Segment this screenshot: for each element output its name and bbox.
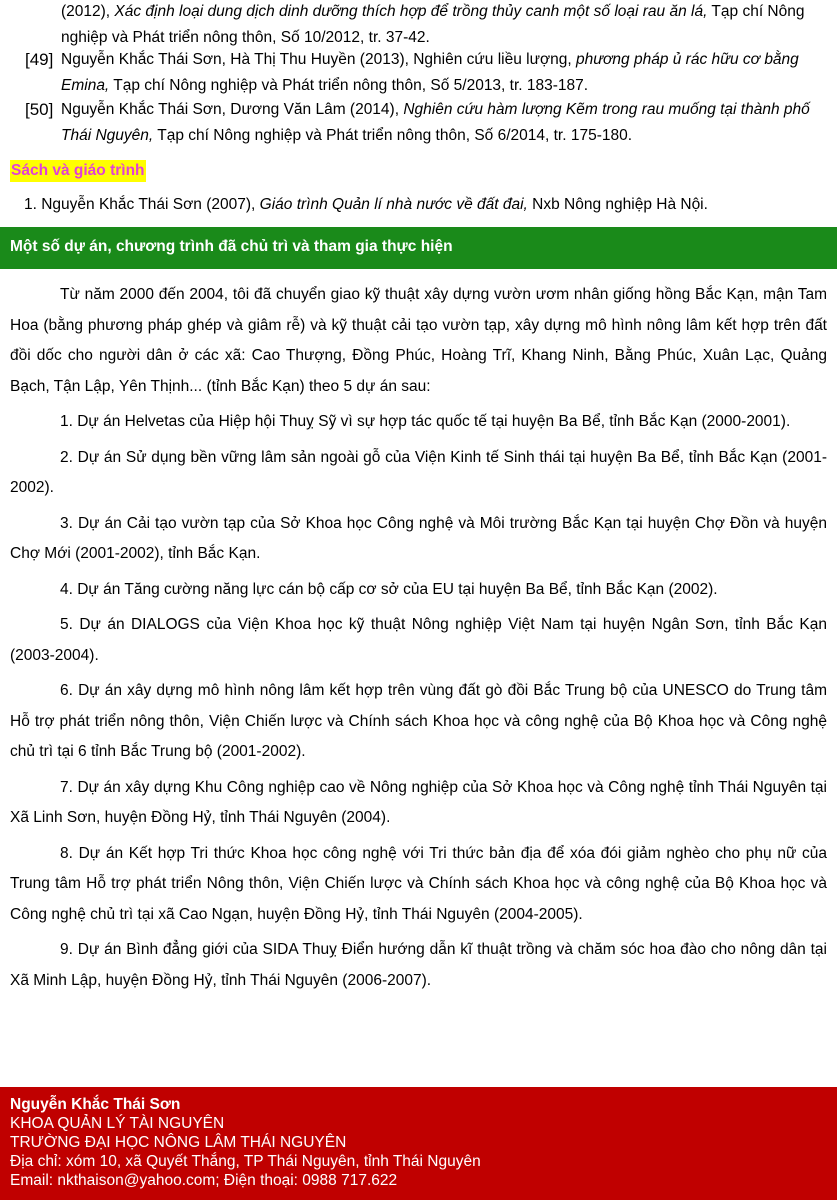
- intro-paragraph: Từ năm 2000 đến 2004, tôi đã chuyển giao kỹ thuật xây dựng vườn ươm nhân giống hồng Bắc Kạn, mận Tam Hoa (bằng phương pháp ghép và giâm rễ) và kỹ thuật cải tạo vườn tạp, xây dựng mô hình nông lâm kết hợp trên đất đồi dốc cho người dân ở các xã: Cao Thượng, Đồng Phúc, Hoàng Trĩ, Khang Ninh, Bằng Phúc, Xuân Lạc, Quảng Bạch, Tận Lập, Yên Thịnh... (tỉnh Bắc Kạn) theo 5 dự án sau:: [10, 286, 827, 395]
- book-title: Giáo trình Quản lí nhà nước về đất đai,: [259, 196, 528, 213]
- book-item: [24, 192, 824, 218]
- ref-text: Tạp chí Nông nghiệp và Phát triển nông thôn, Số 5/2013, tr. 183-187.: [109, 77, 589, 94]
- ref-title: phương pháp ủ rác hữu cơ bằng Emina,: [61, 51, 799, 94]
- reference-50: [0, 97, 837, 149]
- ref-text: Nguyễn Khắc Thái Sơn, Hà Thị Thu Huyền (2013), Nghiên cứu liều lượng,: [61, 51, 576, 68]
- ref-title: Nghiên cứu hàm lượng Kẽm trong rau muống tại thành phố Thái Nguyên,: [61, 101, 810, 144]
- projects-section-bar: [0, 227, 837, 269]
- ref-text: (2012),: [61, 3, 115, 20]
- reference-48-continuation: [0, 0, 837, 51]
- ref-text: Nguyễn Khắc Thái Sơn, Dương Văn Lâm (2014),: [61, 101, 404, 118]
- books-heading: Sách và giáo trình: [10, 160, 146, 182]
- contact-info: Email: nkthaison@yahoo.com; Điện thoại: 0988 717.622: [10, 1172, 398, 1189]
- project-item: 3. Dự án Cải tạo vườn tạp của Sở Khoa học Công nghệ và Môi trường Bắc Kạn tại huyện Chợ Đồn và huyện Chợ Mới (2001-2002), tỉnh Bắc Kạn.: [10, 514, 827, 562]
- project-item: 2. Dự án Sử dụng bền vững lâm sản ngoài gỗ của Viện Kinh tế Sinh thái tại huyện Ba Bể, tỉnh Bắc Kạn (2001-2002).: [10, 448, 827, 496]
- author-name: Nguyễn Khắc Thái Sơn: [10, 1096, 181, 1113]
- address: Địa chỉ: xóm 10, xã Quyết Thắng, TP Thái Nguyên, tỉnh Thái Nguyên: [10, 1153, 481, 1170]
- project-item: 4. Dự án Tăng cường năng lực cán bộ cấp cơ sở của EU tại huyện Ba Bể, tỉnh Bắc Kạn (2002).: [60, 580, 718, 598]
- book-text: 1. Nguyễn Khắc Thái Sơn (2007),: [24, 196, 260, 213]
- footer: [0, 1087, 837, 1200]
- book-text: Nxb Nông nghiệp Hà Nội.: [527, 196, 708, 213]
- project-item: 6. Dự án xây dựng mô hình nông lâm kết hợp trên vùng đất gò đồi Bắc Trung bộ của UNESCO do Trung tâm Hỗ trợ phát triển nông thôn, Viện Chiến lược và Chính sách Khoa học và công nghệ của Bộ Khoa học và Công nghệ chủ trì tại 6 tỉnh Bắc Trung bộ (2001-2002).: [10, 682, 827, 760]
- ref-text: Tạp chí Nông nghiệp và Phát triển nông thôn, Số 10/2012, tr. 37-42.: [61, 3, 805, 46]
- university-name: TRƯỜNG ĐẠI HỌC NÔNG LÂM THÁI NGUYÊN: [10, 1134, 347, 1151]
- reference-number: [50]: [25, 100, 54, 119]
- project-item: 1. Dự án Helvetas của Hiệp hội Thuỵ Sỹ vì sự hợp tác quốc tế tại huyện Ba Bể, tỉnh Bắc Kạn (2000-2001).: [60, 413, 791, 430]
- faculty-name: KHOA QUẢN LÝ TÀI NGUYÊN: [10, 1115, 225, 1132]
- reference-49: [0, 47, 837, 99]
- reference-number: [49]: [25, 50, 54, 69]
- ref-title: Xác định loại dung dịch dinh dưỡng thích hợp để trồng thủy canh một số loại rau ăn lá,: [114, 3, 708, 20]
- projects-heading: Một số dự án, chương trình đã chủ trì và tham gia thực hiện: [10, 238, 453, 255]
- projects-body: [10, 280, 827, 1001]
- ref-text: Tạp chí Nông nghiệp và Phát triển nông thôn, Số 6/2014, tr. 175-180.: [153, 127, 633, 144]
- project-item: 5. Dự án DIALOGS của Viện Khoa học kỹ thuật Nông nghiệp Việt Nam tại huyện Ngân Sơn, tỉnh Bắc Kạn (2003-2004).: [10, 616, 827, 664]
- project-item: 8. Dự án Kết hợp Tri thức Khoa học công nghệ với Tri thức bản địa để xóa đói giảm nghèo cho phụ nữ của Trung tâm Hỗ trợ phát triển Nông thôn, Viện Chiến lược và Chính sách Khoa học và công nghệ của Bộ Khoa học và Công nghệ chủ trì tại xã Cao Ngạn, huyện Đồng Hỷ, tỉnh Thái Nguyên (2004-2005).: [10, 844, 827, 923]
- project-item: 7. Dự án xây dựng Khu Công nghiệp cao về Nông nghiệp của Sở Khoa học và Công nghệ tỉnh Thái Nguyên tại Xã Linh Sơn, huyện Đồng Hỷ, tỉnh Thái Nguyên (2004).: [10, 778, 827, 826]
- project-item: 9. Dự án Bình đẳng giới của SIDA Thuỵ Điển hướng dẫn kĩ thuật trồng và chăm sóc hoa đào cho nông dân tại Xã Minh Lập, huyện Đồng Hỷ, tỉnh Thái Nguyên (2006-2007).: [10, 941, 827, 989]
